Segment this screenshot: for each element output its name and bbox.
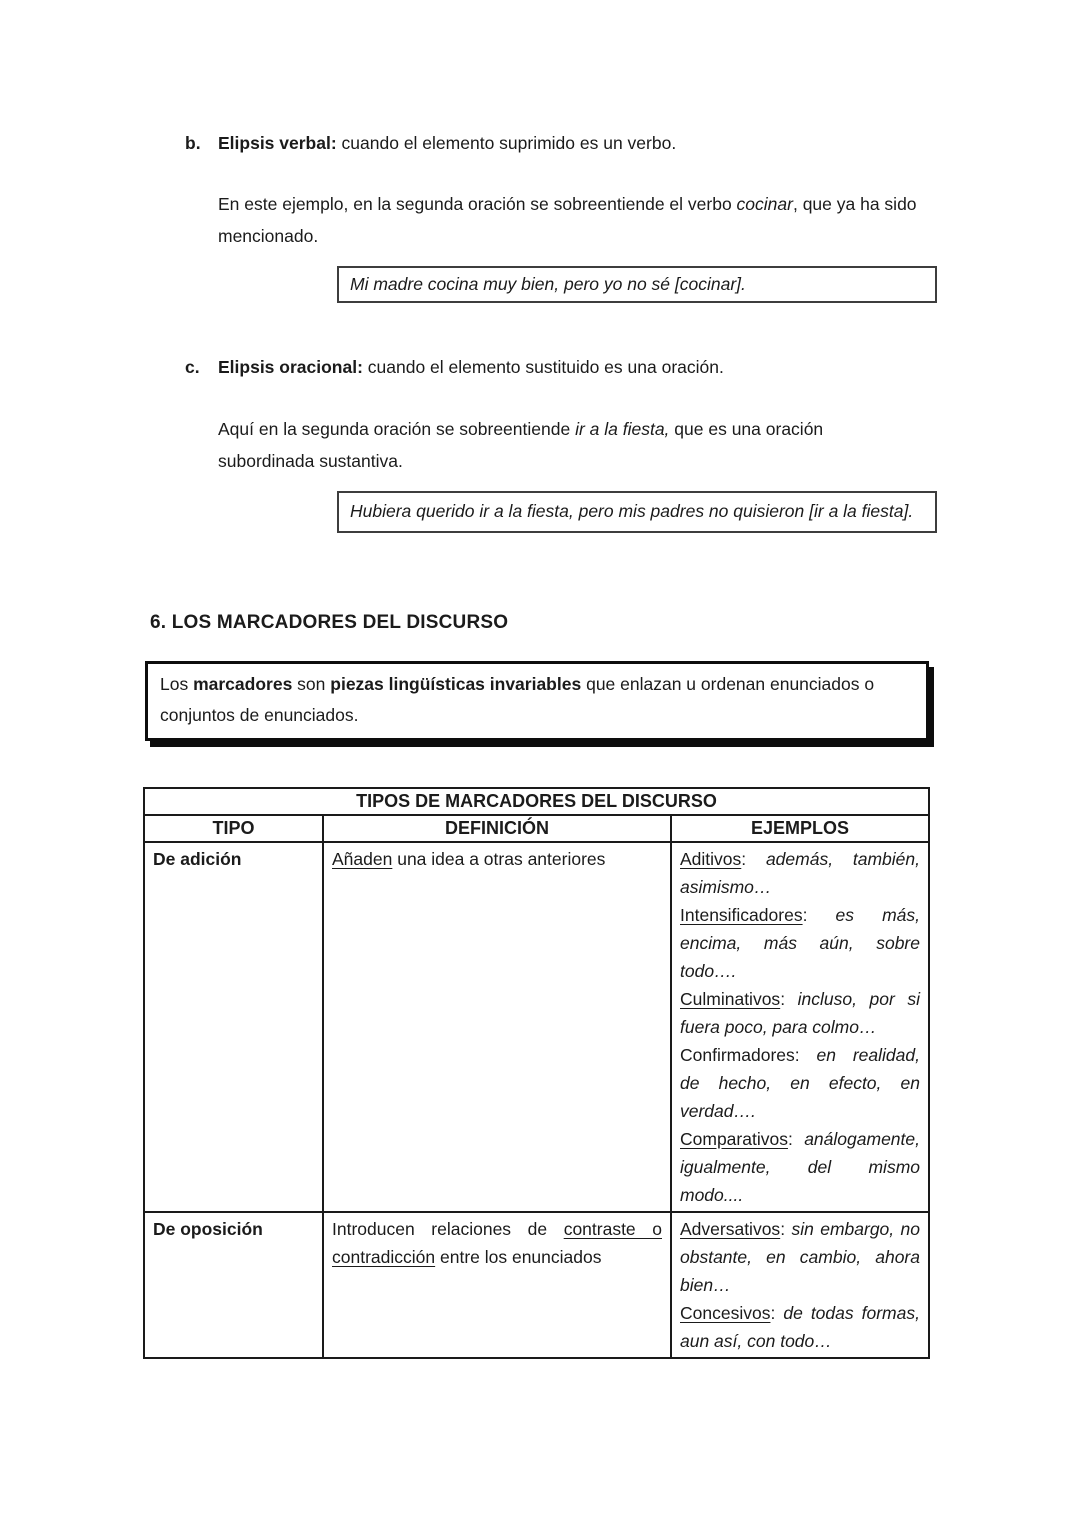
ejemplo-list: en realidad, de hecho, en efecto, en verdad…. — [680, 1045, 920, 1121]
example-sentence: Hubiera querido ir a la fiesta, pero mis padres no quisieron [ir a la fiesta]. — [350, 501, 914, 521]
paragraph-text: Aquí en la segunda oración se sobreentiende — [218, 419, 576, 439]
ejemplo-item: Intensificadores: es más, encima, más aún, sobre todo…. — [680, 905, 920, 981]
ejemplo-list: es más, encima, más aún, sobre todo…. — [680, 905, 920, 981]
item-label: Elipsis oracional: — [218, 357, 363, 377]
paragraph-elipsis-oracional — [218, 413, 920, 477]
ejemplo-category: Confirmadores — [680, 1045, 795, 1065]
table-title: TIPOS DE MARCADORES DEL DISCURSO — [144, 788, 929, 815]
ejemplo-category: Aditivos — [680, 849, 742, 869]
item-text: cuando el elemento sustituido es una oración. — [367, 357, 724, 377]
ejemplo-category: Concesivos — [680, 1303, 771, 1323]
paragraph-italic-term: cocinar — [736, 194, 793, 214]
ejemplo-item: Aditivos: además, también, asimismo… — [680, 849, 920, 897]
item-text: cuando el elemento suprimido es un verbo. — [341, 133, 677, 153]
cell-definicion — [323, 842, 671, 1212]
definicion-underlined: Añaden — [332, 849, 393, 869]
definition-bold-term: marcadores — [193, 674, 293, 694]
definition-text: que enlazan u ordenan enunciados o conjuntos de enunciados. — [160, 674, 875, 725]
cell-tipo: De adición — [144, 842, 323, 1212]
example-box-oracional — [337, 491, 937, 533]
cell-ejemplos — [671, 1212, 929, 1358]
ejemplo-list: incluso, por si fuera poco, para colmo… — [680, 989, 920, 1037]
cell-ejemplos — [671, 842, 929, 1212]
list-marker: c. — [185, 357, 200, 377]
definition-text: son — [292, 674, 331, 694]
example-box-verbal — [337, 266, 937, 303]
marker-table-body — [144, 842, 929, 1358]
definicion-underlined: contraste o contradicción — [332, 1219, 662, 1267]
section-heading: 6. LOS MARCADORES DEL DISCURSO — [150, 612, 509, 633]
ejemplo-list: de todas formas, aun así, con todo… — [680, 1303, 920, 1351]
ejemplo-category: Intensificadores — [680, 905, 803, 925]
definition-bold-term: piezas lingüísticas invariables — [330, 674, 582, 694]
ejemplo-item: Confirmadores: en realidad, de hecho, en efecto, en verdad…. — [680, 1045, 920, 1121]
definition-text: Los — [160, 674, 194, 694]
paragraph-text: En este ejemplo, en la segunda oración se sobreentiende el verbo — [218, 194, 737, 214]
table-header-tipo: TIPO — [144, 815, 323, 842]
ejemplo-list: análogamente, igualmente, del mismo modo.... — [680, 1129, 920, 1205]
list-item-elipsis-verbal — [185, 131, 676, 155]
table-header-definicion: DEFINICIÓN — [323, 815, 671, 842]
ejemplo-list: además, también, asimismo… — [680, 849, 920, 897]
item-label: Elipsis verbal: — [218, 133, 337, 153]
cell-definicion — [323, 1212, 671, 1358]
paragraph-italic-term: ir a la fiesta, — [575, 419, 670, 439]
ejemplo-list: sin embargo, no obstante, en cambio, ahora bien… — [680, 1219, 920, 1295]
ejemplo-item: Adversativos: sin embargo, no obstante, en cambio, ahora bien… — [680, 1219, 920, 1295]
definicion-text: Introducen relaciones de — [332, 1219, 564, 1239]
example-sentence: Mi madre cocina muy bien, pero yo no sé [cocinar]. — [350, 274, 746, 294]
ejemplo-category: Adversativos — [680, 1219, 781, 1239]
table-header-ejemplos: EJEMPLOS — [671, 815, 929, 842]
ejemplo-item: Comparativos: análogamente, igualmente, del mismo modo.... — [680, 1129, 920, 1205]
table-title-row — [144, 788, 929, 815]
list-marker: b. — [185, 133, 201, 153]
ejemplo-item: Culminativos: incluso, por si fuera poco, para colmo… — [680, 989, 920, 1037]
table-row — [144, 842, 929, 1212]
cell-tipo: De oposición — [144, 1212, 323, 1358]
definicion-text: una idea a otras anteriores — [392, 849, 606, 869]
table-row — [144, 1212, 929, 1358]
definition-box — [145, 661, 929, 741]
ejemplo-item: Concesivos: de todas formas, aun así, con todo… — [680, 1303, 920, 1351]
markers-table — [143, 787, 930, 1359]
paragraph-elipsis-verbal — [218, 188, 920, 252]
paragraph-text: que es una oración subordinada sustantiva. — [218, 419, 824, 471]
list-item-elipsis-oracional — [185, 355, 724, 379]
table-header-row — [144, 815, 929, 842]
definicion-text: entre los enunciados — [435, 1247, 602, 1267]
ejemplo-category: Culminativos — [680, 989, 781, 1009]
ejemplo-category: Comparativos — [680, 1129, 788, 1149]
paragraph-text: , que ya ha sido mencionado. — [218, 194, 917, 246]
